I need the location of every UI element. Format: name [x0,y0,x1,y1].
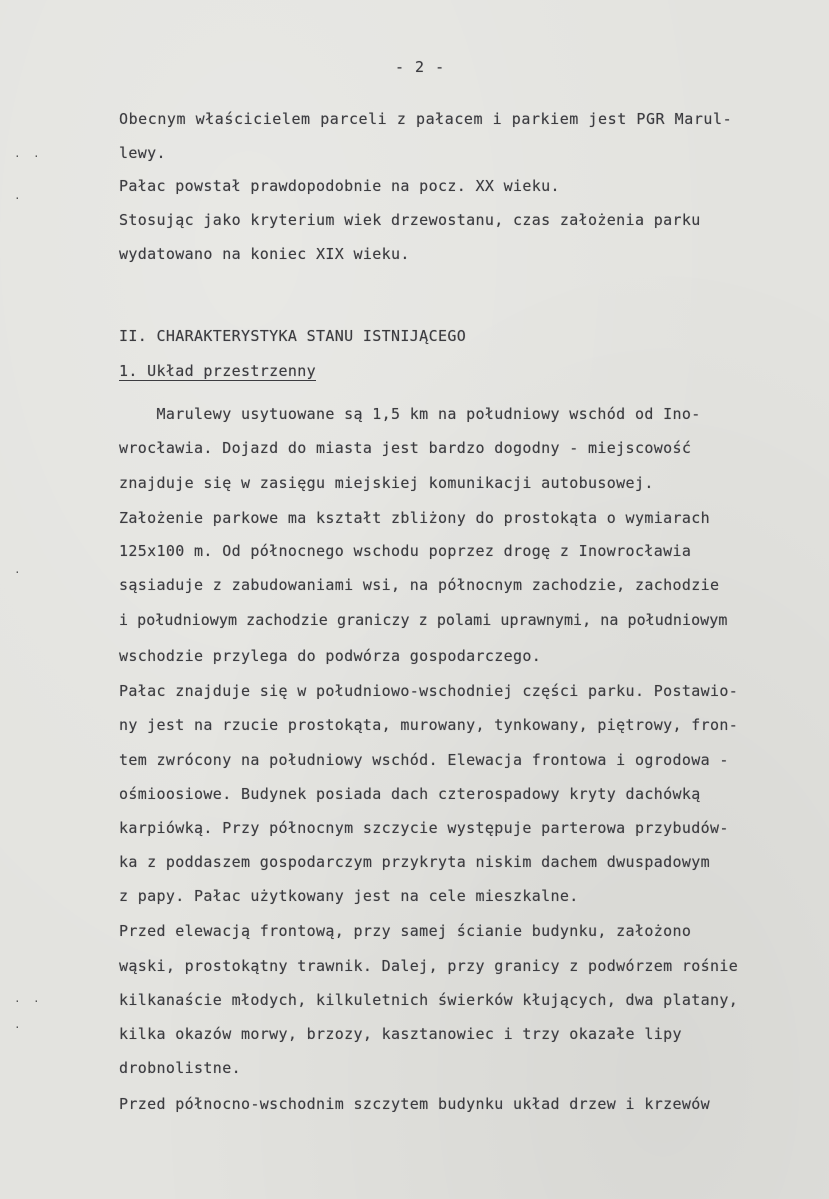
text-line: wrocławia. Dojazd do miasta jest bardzo dogodny - miejscowość [119,439,692,457]
text-line: i południowym zachodzie graniczy z polami uprawnymi, na południowym [119,611,728,629]
text-line: drobnolistne. [119,1059,241,1077]
text-line: Marulewy usytuowane są 1,5 km na południowy wschód od Ino- [119,405,701,423]
text-line: tem zwrócony na południowy wschód. Elewacja frontowa i ogrodowa - [119,751,729,769]
text-line: ośmioosiowe. Budynek posiada dach czterospadowy kryty dachówką [119,785,701,803]
text-line: znajduje się w zasięgu miejskiej komunikacji autobusowej. [119,474,654,492]
text-line: kilka okazów morwy, brzozy, kasztanowiec i trzy okazałe lipy [119,1025,682,1043]
text-line: z papy. Pałac użytkowany jest na cele mieszkalne. [119,887,579,905]
margin-mark: · [14,566,21,579]
margin-mark: · [33,995,40,1008]
margin-mark: · [33,150,40,163]
text-line: kilkanaście młodych, kilkuletnich świerków kłujących, dwa platany, [119,991,739,1009]
text-line: 125x100 m. Od północnego wschodu poprzez drogę z Inowrocławia [119,542,692,560]
text-line: Przed północno-wschodnim szczytem budynku układ drzew i krzewów [119,1095,710,1113]
text-line: ka z poddaszem gospodarczym przykryta niskim dachem dwuspadowym [119,853,710,871]
text-line: wąski, prostokątny trawnik. Dalej, przy granicy z podwórzem rośnie [119,957,739,975]
text-line: ny jest na rzucie prostokąta, murowany, tynkowany, piętrowy, fron- [119,716,739,734]
margin-mark: · [14,995,21,1008]
text-line: Pałac znajduje się w południowo-wschodniej części parku. Postawio- [119,682,739,700]
text-line: Stosując jako kryterium wiek drzewostanu, czas założenia parku [119,211,701,229]
page-number: - 2 - [395,58,446,76]
margin-mark: · [14,1021,21,1034]
text-line: Pałac powstał prawdopodobnie na pocz. XX wieku. [119,177,560,195]
text-line: Obecnym właścicielem parceli z pałacem i parkiem jest PGR Marul- [119,110,733,128]
subsection-heading: 1. Układ przestrzenny [119,362,316,380]
text-line: wydatowano na koniec XIX wieku. [119,245,410,263]
text-line: lewy. [119,144,166,162]
text-line: Przed elewacją frontową, przy samej ścianie budynku, założono [119,922,692,940]
margin-mark: · [14,192,21,205]
margin-mark: · [14,150,21,163]
text-line: karpiówką. Przy północnym szczycie występuje parterowa przybudów- [119,819,729,837]
text-line: wschodzie przylega do podwórza gospodarczego. [119,647,542,665]
text-line: Założenie parkowe ma kształt zbliżony do prostokąta o wymiarach [119,509,710,527]
section-heading: II. CHARAKTERYSTYKA STANU ISTNIJĄCEGO [119,327,467,345]
text-line: sąsiaduje z zabudowaniami wsi, na północnym zachodzie, zachodzie [119,576,720,594]
